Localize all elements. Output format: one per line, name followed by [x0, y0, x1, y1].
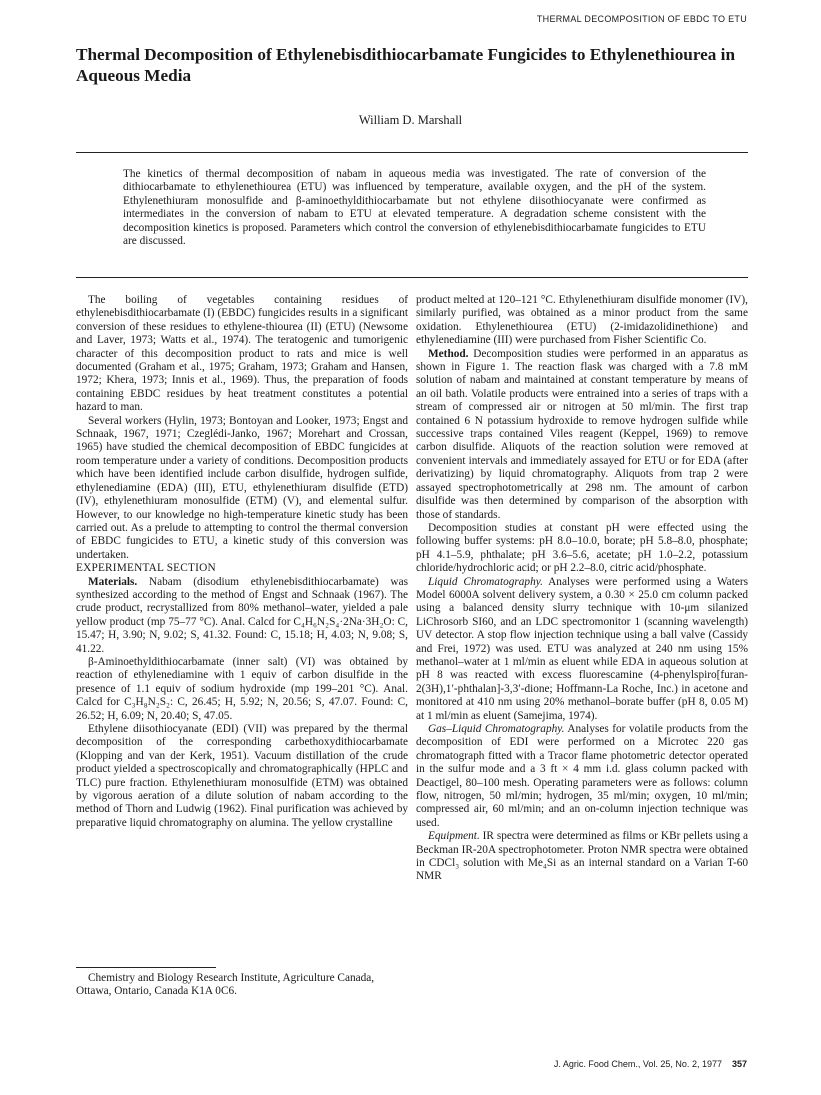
abstract: The kinetics of thermal decomposition of nabam in aqueous media was investigated. The rate of conversion of the dithiocarbamate to ethylenethiourea (ETU) was influenced by temperature, available oxygen, and the pH of the system. Ethylenethiuram monosulfide and β-aminoethyldithiocarbamate but not ethylene diisothiocyanate were confirmed as intermediates in the conversion of nabam to ETU at elevated temperature. A degradation scheme consistent with the decomposition kinetics is proposed. Parameters which control the conversion of ethylenebisdithiocarbamate fungicides to ETU are discussed.: [123, 168, 706, 248]
running-head: THERMAL DECOMPOSITION OF EBDC TO ETU: [536, 14, 747, 24]
equipment-text: IR spectra were determined as films or KBr pellets using a Beckman IR-20A spectrophotometer. Proton NMR spectra were obtained in CDCl₃ solution with Me₄Si as an internal standard on a Varian T-60 NMR: [416, 830, 748, 883]
abstract-bottom-rule: [76, 277, 748, 278]
continued-paragraph: product melted at 120–121 °C. Ethylenethiuram disulfide monomer (IV), similarly purified, was obtained as a minor product from the same oxidation. Ethylenethiourea (ETU) (2-imidazolidinethione) and ethylenediamine (III) were purchased from Fisher Scientific Co.: [416, 294, 748, 347]
equipment-label: Equipment.: [428, 830, 480, 843]
lc-label: Liquid Chromatography.: [428, 575, 543, 588]
author-affiliation: Chemistry and Biology Research Institute, Agriculture Canada, Ottawa, Ontario, Canada K1A 0C6.: [76, 972, 375, 998]
right-column: [416, 294, 748, 884]
intro-paragraph-1: The boiling of vegetables containing residues of ethylenebisdithiocarbamate (I) (EBDC) fungicides results in a significant conversion of these residues to ethylene-thiourea (II) (ETU) (Newsome and Laver, 1973; Watts et al., 1974). The teratogenic and tumorigenic character of this decomposition product to rats and mice is well documented (Graham et al., 1975; Graham, 1973; Graham and Hansen, 1972; Khera, 1973; Innis et al., 1969). Thus, the preparation of foods containing EBDC residues by heat treatment constitutes a potential hazard to man.: [76, 294, 408, 414]
author-name: William D. Marshall: [358, 113, 463, 127]
affiliation-rule: [76, 967, 216, 968]
method-paragraph: [416, 348, 748, 522]
left-column: [76, 294, 408, 830]
materials-paragraph: [76, 576, 408, 656]
lc-paragraph: [416, 576, 748, 723]
article-title: Thermal Decomposition of Ethylenebisdithiocarbamate Fungicides to Ethylenethiourea in Aqueous Media: [76, 45, 736, 85]
intro-paragraph-2: Several workers (Hylin, 1973; Bontoyan and Looker, 1973; Engst and Schnaak, 1967, 1971; Czeglédi-Janko, 1967; Morehart and Crossan, 1965) have studied the chemical decomposition of EBDC fungicides at room temperature under a variety of conditions. Decomposition products which have been identified include carbon disulfide, hydrogen sulfide, ethylenediamine (EDA) (III), ETU, ethylenethiuram disulfide (ETD) (IV), ethylenethiuram monosulfide (ETM) (V), and elemental sulfur. However, to our knowledge no high-temperature kinetic study has been carried out. As a prelude to attempting to control the thermal conversion of EBDC fungicides to ETU, a kinetic study of this conversion was undertaken.: [76, 414, 408, 561]
method-text: Decomposition studies were performed in an apparatus as shown in Figure 1. The reaction flask was charged with a 7.8 mM solution of nabam and maintained at constant temperature by means of an oil bath. Volatile products were entrained into a series of traps with a stream of compressed air or nitrogen at 50 ml/min. The first trap contained 6 N potassium hydroxide to remove hydrogen sulfide while successive traps contained Viles reagent (Keppel, 1969) to remove carbon disulfide. Aliquots of the reaction solution were removed at convenient intervals and immediately assayed for ETU or for EDA (after derivatizing) by liquid chromatography. Aliquots from trap 2 were assayed spectrophotometrically at 298 nm. The amount of carbon disulfide was then determined by comparison of the absorption with those of standards.: [416, 347, 748, 521]
equipment-paragraph: [416, 830, 748, 884]
edi-paragraph: Ethylene diisothiocyanate (EDI) (VII) was prepared by the thermal decomposition of the corresponding carbethoxydithiocarbamate (Klopping and van der Kerk, 1951). Vacuum distillation of the crude product yielded a spectroscopically and chromatographically (HPLC and TLC) pure fraction. Ethylenethiuram monosulfide (ETM) was obtained by vigorous aeration of a dilute solution of nabam according to the method of Thorn and Ludwig (1962). Final purification was achieved by preparative liquid chromatography on alumina. The yellow crystalline: [76, 723, 408, 829]
method-label: Method.: [428, 347, 469, 360]
page-footer: [554, 1059, 747, 1069]
abstract-top-rule: [76, 152, 748, 153]
section-heading-experimental: EXPERIMENTAL SECTION: [76, 562, 216, 575]
glc-text: Analyses for volatile products from the decomposition of EDI were performed on a Microtec 220 gas chromatograph fitted with a Tracor flame photometric detector operated in the sulfur mode and a 3 ft × 4 mm i.d. glass column packed with Deactigel, 80–100 mesh. Operating parameters were as follows: column flow, nitrogen, 50 ml/min; hydrogen, 35 ml/min; oxygen, 10 ml/min; compressed air, 60 ml/min; and an on-column injection technique was used.: [416, 723, 748, 829]
glc-label: Gas–Liquid Chromatography.: [428, 723, 565, 735]
ph-buffer-paragraph: Decomposition studies at constant pH were effected using the following buffer systems: pH 8.0–10.0, borate; pH 5.8–8.0, phosphate; pH 4.1–5.9, phthalate; pH 3.6–5.6, acetate; pH 1.0–2.2, potassium chloride/hydrochloric acid; or pH 2.2–8.0, citric acid/phosphate.: [416, 521, 748, 575]
materials-label: Materials.: [88, 575, 138, 588]
lc-text: Analyses were performed using a Waters Model 6000A solvent delivery system, a 0.30 × 25.0 cm column packed using a balanced density slurry technique with 10-μm silanized LiChrosorb SI60, and an LDC spectromonitor 1 (scanning wavelength) UV detector. A stop flow injection technique using a ball valve (Cassidy and Frei, 1972) was used. ETU was analyzed at 240 nm using 15% methanol–water at 1 ml/min as eluent while EDA in aqueous solution at pH 8 was reacted with excess fluorescamine (4-phenylspiro[furan-2(3H),1′-phthalan]-3,3′-dione; Hoffmann-La Roche, Inc.) in acetone and monitored at 410 nm using 20% methanol–borate buffer (pH 8, 0.05 M) at 1 ml/min as eluent (Samejima, 1974).: [416, 575, 749, 722]
glc-paragraph: [416, 723, 748, 830]
materials-text: Nabam (disodium ethylenebisdithiocarbamate) was synthesized according to the method of Engst and Schnaak (1967). The crude product, recrystallized from 80% methanol–water, yielded a pale yellow product (mp 75–77 °C). Anal. Calcd for C₄H₆N₂S₄·2Na·3H₂O: C, 15.47; H, 3.90; N, 9.02; S, 41.32. Found: C, 15.18; H, 4.03; N, 9.08; S, 41.22.: [76, 575, 408, 655]
aminoethyl-paragraph: β-Aminoethyldithiocarbamate (inner salt) (VI) was obtained by reaction of ethylenediamine with 1 equiv of carbon disulfide in the presence of 1.1 equiv of sodium hydroxide (mp 199–201 °C). Anal. Calcd for C₃H₈N₂S₂: C, 26.45; H, 5.92; N, 20.56; S, 47.07. Found: C, 26.52; H, 6.09; N, 20.40; S, 47.05.: [76, 655, 408, 722]
page-number: 357: [731, 1059, 747, 1069]
journal-citation: J. Agric. Food Chem., Vol. 25, No. 2, 1977: [553, 1059, 722, 1069]
